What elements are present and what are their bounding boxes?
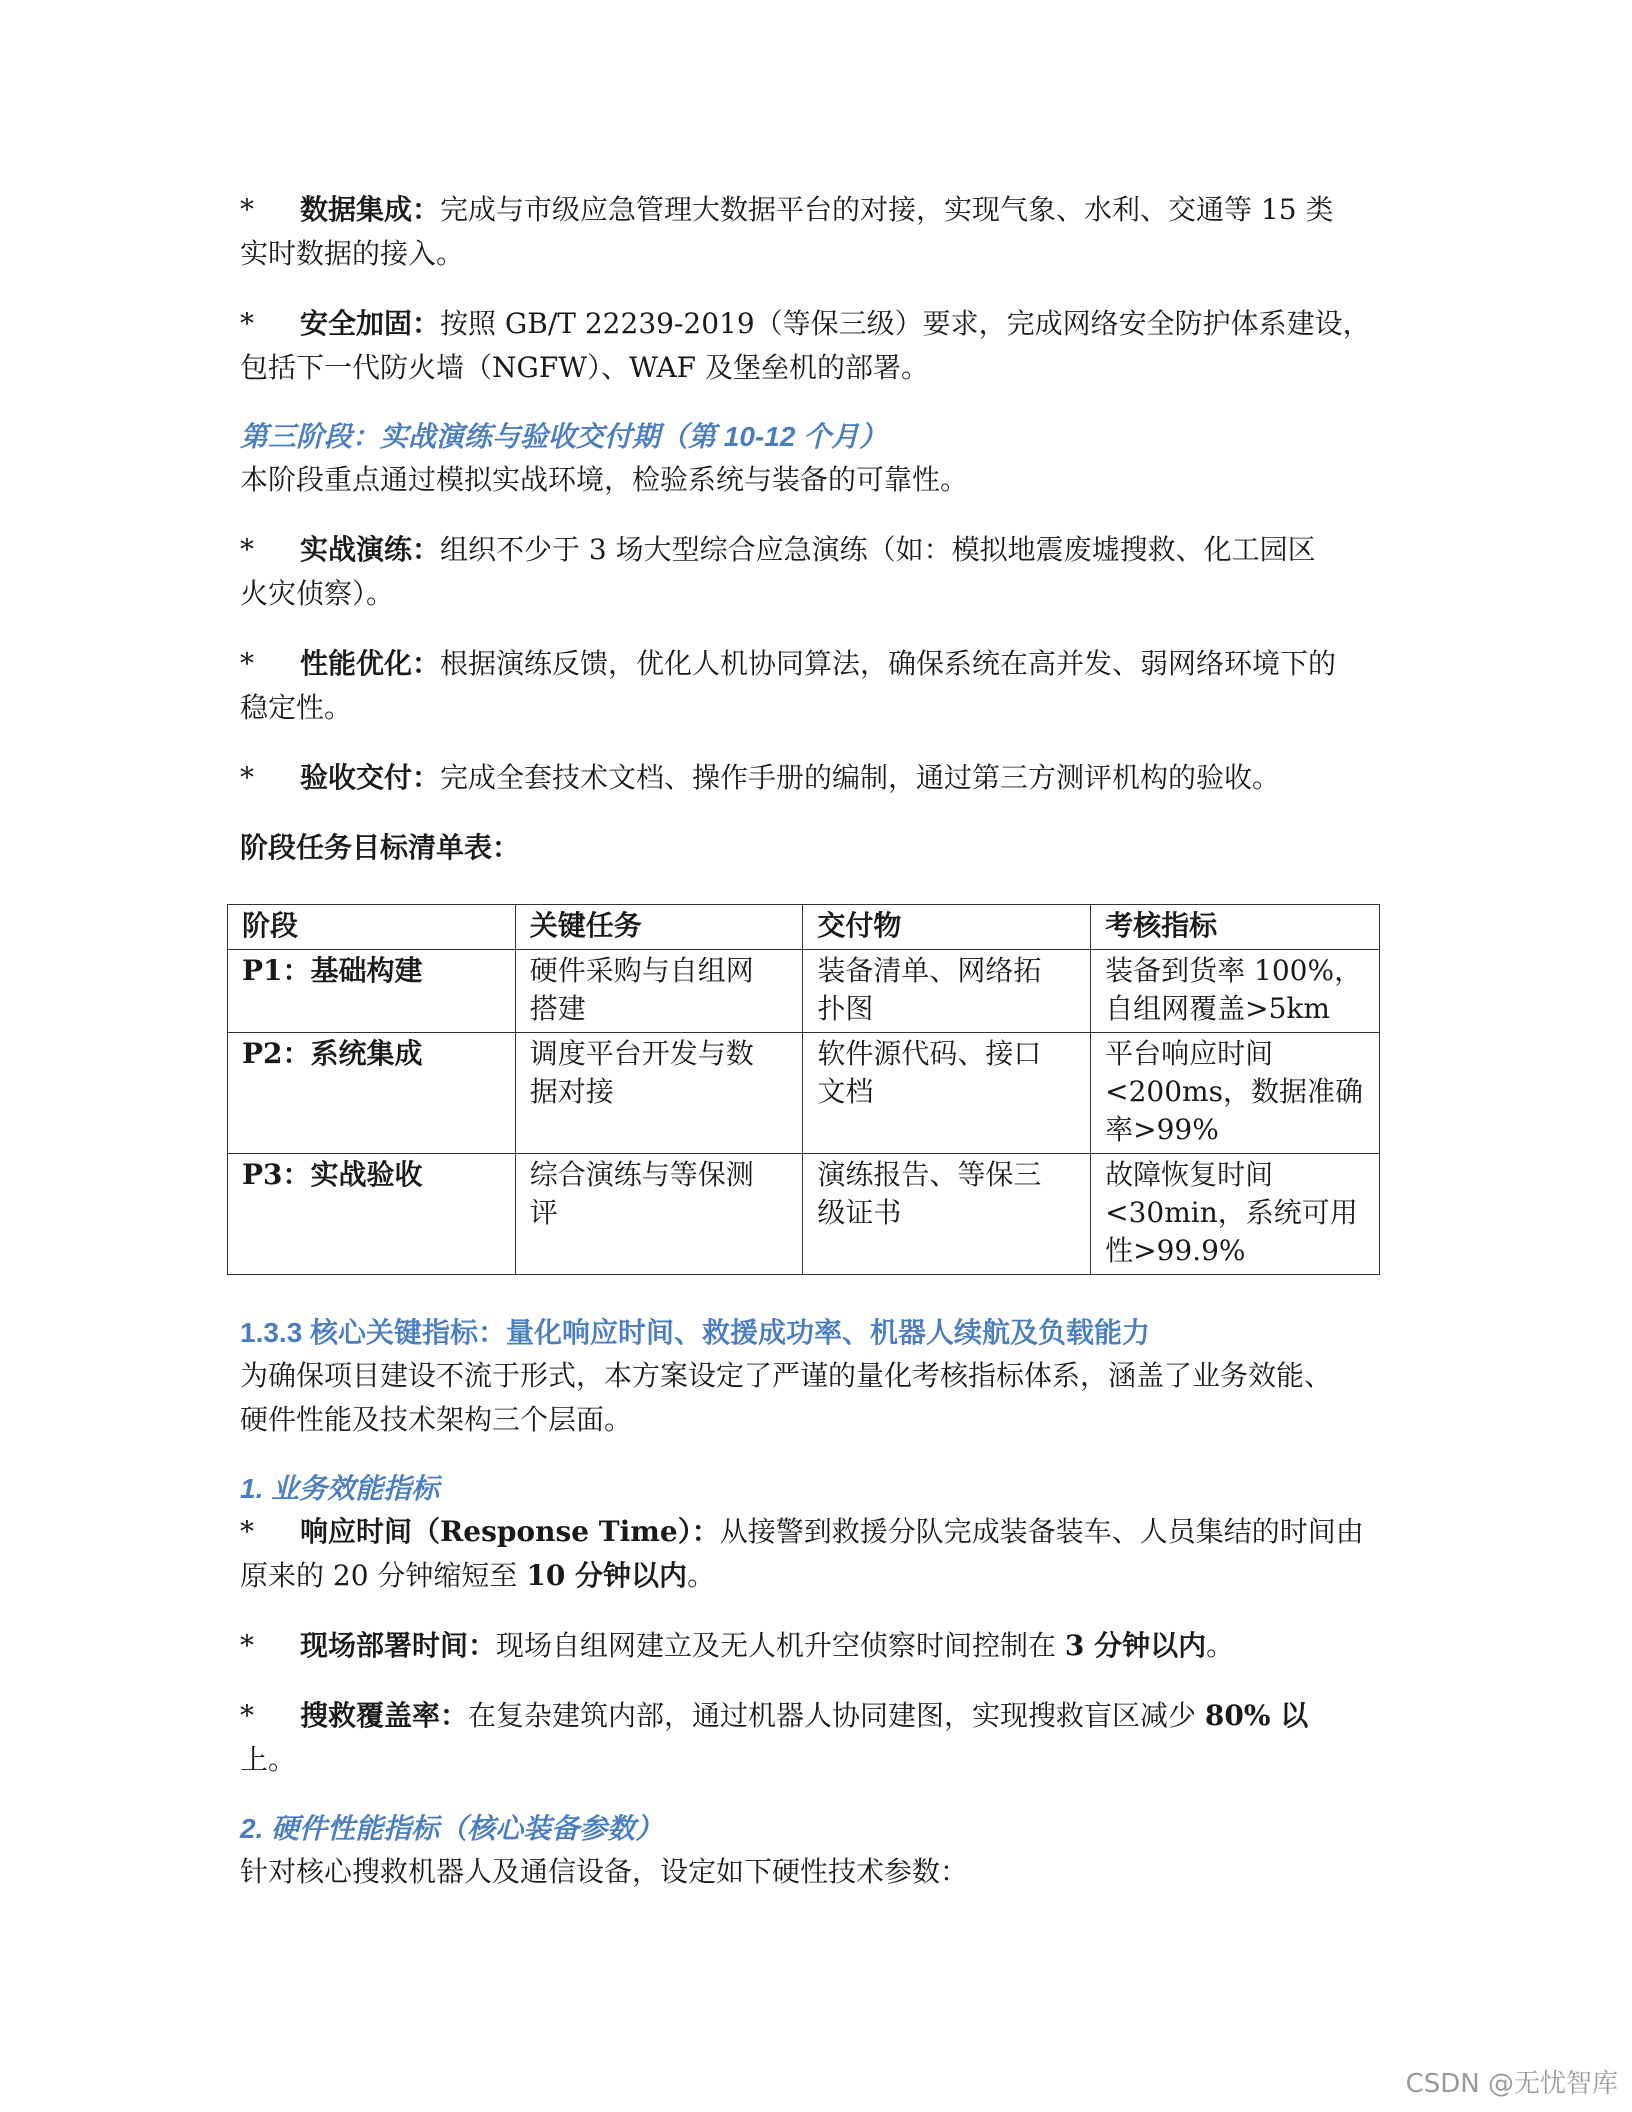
bullet-marker: * xyxy=(240,1629,254,1662)
business-metrics-heading: 1. 业务效能指标 xyxy=(240,1473,440,1504)
table-header-cell: 关键任务 xyxy=(515,905,803,950)
cell-line: 装备清单、网络拓 xyxy=(817,954,1042,987)
bullet-continuation: 包括下一代防火墙（NGFW）、WAF 及堡垒机的部署。 xyxy=(240,351,930,384)
table-row xyxy=(228,1033,1380,1154)
bullet-deploy-time xyxy=(240,1624,1234,1668)
cell-line: <30min，系统可用 xyxy=(1105,1196,1358,1229)
bullet-label: 搜救覆盖率： xyxy=(300,1699,469,1732)
bullet-continuation: 稳定性。 xyxy=(240,691,353,724)
cell-line: 级证书 xyxy=(817,1196,902,1229)
cell-line: 硬件采购与自组网 xyxy=(529,954,754,987)
table-cell-task xyxy=(515,1033,803,1154)
cell-line: 据对接 xyxy=(529,1075,614,1108)
table-cell-task xyxy=(515,1154,803,1275)
bullet-text: 按照 GB/T 22239-2019（等保三级）要求，完成网络安全防护体系建设， xyxy=(440,307,1371,340)
cell-line: 性>99.9% xyxy=(1105,1234,1246,1267)
table-cell-phase: P2：系统集成 xyxy=(228,1033,516,1154)
bullet-text: 根据演练反馈，优化人机协同算法，确保系统在高并发、弱网络环境下的 xyxy=(440,647,1337,680)
table-header-cell: 阶段 xyxy=(228,905,516,950)
bullet-text: 现场自组网建立及无人机升空侦察时间控制在 xyxy=(496,1629,1065,1662)
table-row xyxy=(228,1154,1380,1275)
bullet-marker: * xyxy=(240,193,254,226)
table-cell-phase: P1：基础构建 xyxy=(228,950,516,1033)
cell-line: <200ms，数据准确 xyxy=(1105,1075,1363,1108)
cell-line: 平台响应时间 xyxy=(1105,1037,1274,1070)
cell-line: 搭建 xyxy=(529,992,586,1025)
cell-line: 文档 xyxy=(817,1075,874,1108)
cell-line: 装备到货率 100%， xyxy=(1105,954,1363,987)
section-133-intro-line1: 为确保项目建设不流于形式，本方案设定了严谨的量化考核指标体系，涵盖了业务效能、 xyxy=(240,1359,1333,1392)
bullet-marker: * xyxy=(240,761,254,794)
bullet-label: 现场部署时间： xyxy=(300,1629,497,1662)
bullet-emphasis: 10 分钟以内 xyxy=(526,1559,688,1592)
bullet-text: 从接警到救援分队完成装备装车、人员集结的时间由 xyxy=(719,1515,1364,1548)
bullet-label: 验收交付： xyxy=(300,761,441,794)
cell-line: 故障恢复时间 xyxy=(1105,1158,1274,1191)
table-title: 阶段任务目标清单表： xyxy=(240,831,521,864)
table-header-cell: 交付物 xyxy=(803,905,1091,950)
cell-line: 率>99% xyxy=(1105,1113,1219,1146)
bullet-text: 在复杂建筑内部，通过机器人协同建图，实现搜救盲区减少 xyxy=(468,1699,1205,1732)
table-header-cell: 考核指标 xyxy=(1091,905,1380,950)
bullet-text: 原来的 20 分钟缩短至 xyxy=(240,1559,527,1592)
section-133-intro-line2: 硬件性能及技术架构三个层面。 xyxy=(240,1403,633,1436)
bullet-continuation: 上。 xyxy=(240,1743,297,1776)
bullet-text: 完成与市级应急管理大数据平台的对接，实现气象、水利、交通等 15 类 xyxy=(440,193,1334,226)
bullet-emphasis: 80% 以 xyxy=(1204,1699,1309,1732)
bullet-data-integration xyxy=(240,188,1333,232)
bullet-continuation: 实时数据的接入。 xyxy=(240,237,465,270)
bullet-response-time xyxy=(240,1510,1364,1554)
section-133-heading: 1.3.3 核心关键指标：量化响应时间、救援成功率、机器人续航及负载能力 xyxy=(240,1317,1151,1348)
bullet-label: 实战演练： xyxy=(300,533,441,566)
cell-line: 调度平台开发与数 xyxy=(529,1037,754,1070)
hardware-metrics-heading: 2. 硬件性能指标（核心装备参数） xyxy=(240,1813,664,1844)
bullet-marker: * xyxy=(240,647,254,680)
bullet-marker: * xyxy=(240,1515,254,1548)
table-cell-deliverable xyxy=(803,1154,1091,1275)
hardware-intro: 针对核心搜救机器人及通信设备，设定如下硬性技术参数： xyxy=(240,1855,969,1888)
phase3-heading: 第三阶段：实战演练与验收交付期（第 10-12 个月） xyxy=(240,421,888,452)
table-cell-kpi xyxy=(1091,950,1380,1033)
bullet-marker: * xyxy=(240,533,254,566)
table-cell-kpi xyxy=(1091,1154,1380,1275)
table-row xyxy=(228,950,1380,1033)
bullet-end: 。 xyxy=(687,1559,716,1592)
table-cell-phase: P3：实战验收 xyxy=(228,1154,516,1275)
bullet-optimization xyxy=(240,642,1336,686)
cell-line: 自组网覆盖>5km xyxy=(1105,992,1330,1025)
bullet-continuation xyxy=(240,1554,715,1598)
task-target-table xyxy=(227,904,1380,1275)
bullet-marker: * xyxy=(240,1699,254,1732)
cell-line: 评 xyxy=(529,1196,558,1229)
bullet-text: 完成全套技术文档、操作手册的编制，通过第三方测评机构的验收。 xyxy=(440,761,1281,794)
watermark: CSDN @无忧智库 xyxy=(1405,2069,1618,2099)
table-cell-kpi xyxy=(1091,1033,1380,1154)
table-cell-deliverable xyxy=(803,950,1091,1033)
bullet-emphasis: 3 分钟以内 xyxy=(1064,1629,1207,1662)
cell-line: 综合演练与等保测 xyxy=(529,1158,754,1191)
table-cell-task xyxy=(515,950,803,1033)
cell-line: 扑图 xyxy=(817,992,874,1025)
phase3-intro: 本阶段重点通过模拟实战环境，检验系统与装备的可靠性。 xyxy=(240,463,969,496)
table-header-row xyxy=(228,905,1380,950)
bullet-end: 。 xyxy=(1206,1629,1235,1662)
bullet-security xyxy=(240,302,1371,346)
bullet-label: 性能优化： xyxy=(300,647,441,680)
bullet-marker: * xyxy=(240,307,254,340)
bullet-coverage xyxy=(240,1694,1308,1738)
bullet-text: 组织不少于 3 场大型综合应急演练（如：模拟地震废墟搜救、化工园区 xyxy=(440,533,1316,566)
cell-line: 演练报告、等保三 xyxy=(817,1158,1042,1191)
table-cell-deliverable xyxy=(803,1033,1091,1154)
bullet-label: 安全加固： xyxy=(300,307,441,340)
bullet-drill xyxy=(240,528,1316,572)
bullet-label: 响应时间（Response Time）： xyxy=(300,1515,720,1548)
bullet-acceptance xyxy=(240,756,1280,800)
cell-line: 软件源代码、接口 xyxy=(817,1037,1042,1070)
bullet-continuation: 火灾侦察）。 xyxy=(240,577,395,610)
bullet-label: 数据集成： xyxy=(300,193,441,226)
